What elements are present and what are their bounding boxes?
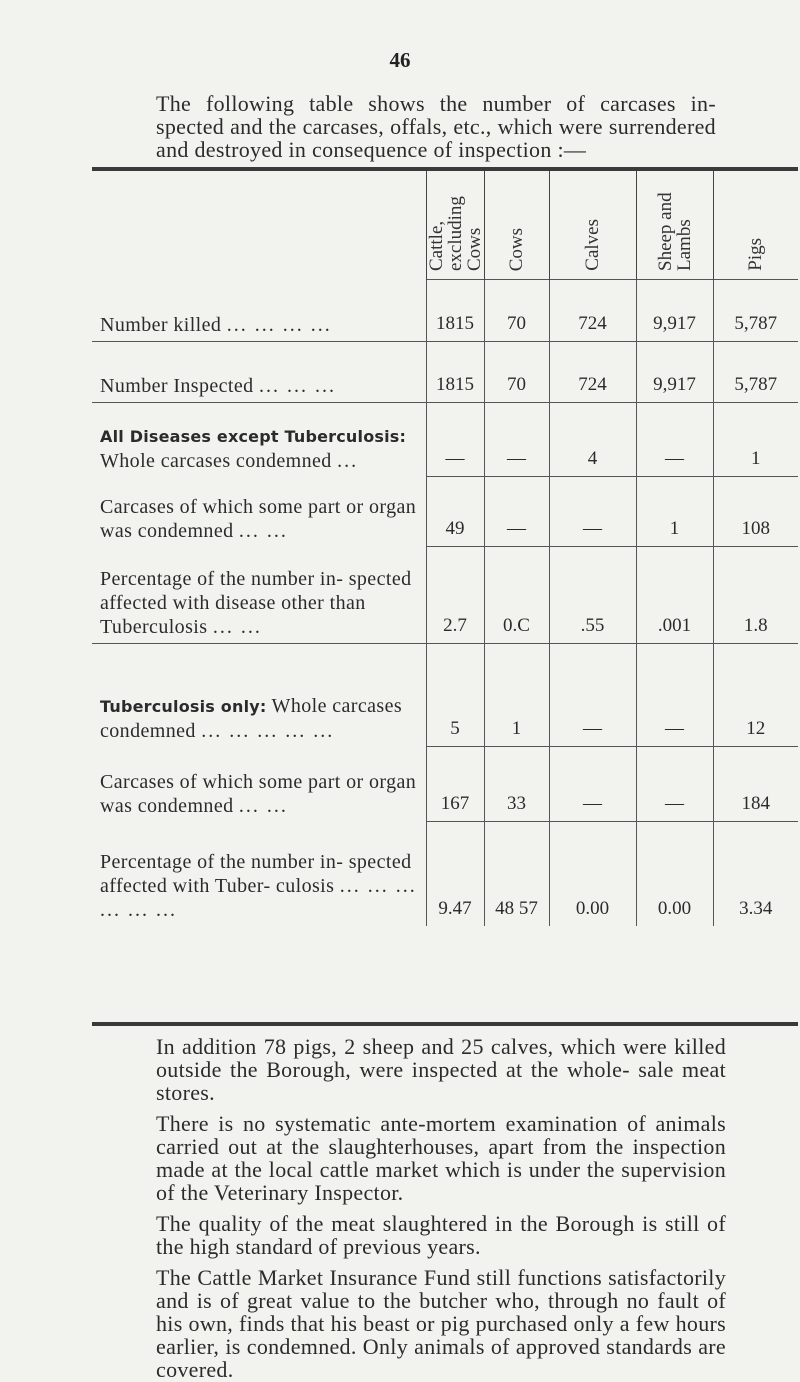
table-cell: .55 <box>549 547 636 644</box>
leader-dots: ... ... ... ... ... ... <box>100 874 417 921</box>
table-cell: 70 <box>484 342 549 403</box>
intro-paragraph: The following table shows the number of carcases in- spected and the carcases, offals, etc., which were surrendered and destroyed in consequence of inspection :— <box>156 91 716 162</box>
table-cell: 12 <box>713 644 798 747</box>
column-header <box>713 171 798 280</box>
table-cell: — <box>636 747 713 822</box>
column-header <box>426 171 484 280</box>
table-cell: — <box>549 644 636 747</box>
row-label-text: Carcases of which some part or organ was condemned <box>100 770 417 817</box>
row-label <box>92 403 426 477</box>
column-header-cattle: Cattle, excluding Cows <box>425 196 485 271</box>
table-cell: 9,917 <box>636 342 713 403</box>
section-heading: Tuberculosis only: <box>100 696 267 716</box>
paragraph-ante-mortem: There is no systematic ante-mortem examination of animals carried out at the slaughterhouses, apart from the inspection made at the local cattle market which is under the supervision of the Veterinary Inspector. <box>156 1111 726 1205</box>
table-cell: 5,787 <box>713 342 798 403</box>
table-bottom-rule <box>92 1022 798 1026</box>
table-cell: 48 57 <box>484 822 549 926</box>
table-cell: 0.00 <box>636 822 713 926</box>
leader-dots: ... ... ... ... ... <box>201 719 335 742</box>
table-cell: 108 <box>713 477 798 547</box>
row-label-text: Whole carcases condemned <box>100 449 332 472</box>
table-cell: 1 <box>713 403 798 477</box>
leader-dots: ... ... ... ... <box>226 314 332 336</box>
table-cell: 167 <box>426 747 484 822</box>
table-cell: 1815 <box>426 342 484 403</box>
inspection-table-container <box>92 171 798 926</box>
paragraph-insurance-fund: The Cattle Market Insurance Fund still functions satisfactorily and is of great value to the butcher who, through no fault of his own, finds that his beast or pig purchased only a few hours earlier, is condemned. Only animals of approved standards are covered. <box>156 1265 726 1382</box>
column-header <box>484 171 549 280</box>
table-cell: 4 <box>549 403 636 477</box>
body-text <box>156 1035 726 1381</box>
table-cell: 9.47 <box>426 822 484 926</box>
table-cell: 70 <box>484 280 549 342</box>
table-row <box>92 403 798 477</box>
table-cell: — <box>484 477 549 547</box>
leader-dots: ... ... <box>238 519 288 542</box>
leader-dots: ... <box>337 449 359 472</box>
table-cell: 0.00 <box>549 822 636 926</box>
row-label <box>92 547 426 644</box>
row-label <box>92 747 426 822</box>
table-cell: — <box>549 477 636 547</box>
column-header-cows: Cows <box>506 227 527 271</box>
row-label <box>92 477 426 547</box>
table-cell: 1.8 <box>713 547 798 644</box>
table-cell: 724 <box>549 342 636 403</box>
row-label <box>92 342 426 403</box>
leader-dots: ... ... ... <box>258 375 336 397</box>
table-cell: 184 <box>713 747 798 822</box>
row-label <box>92 644 426 747</box>
table-cell: — <box>426 403 484 477</box>
row-label-text: Whole carcases condemned <box>100 694 403 742</box>
row-label <box>92 822 426 926</box>
table-cell: 9,917 <box>636 280 713 342</box>
table-cell: 724 <box>549 280 636 342</box>
column-header-sheep: Sheep and Lambs <box>654 192 695 271</box>
header-blank-cell <box>92 171 426 280</box>
table-cell: 49 <box>426 477 484 547</box>
table-cell: 0.C <box>484 547 549 644</box>
table-cell: 2.7 <box>426 547 484 644</box>
table-row <box>92 342 798 403</box>
paragraph-meat-quality: The quality of the meat slaughtered in the Borough is still of the high standard of previous years. <box>156 1211 726 1259</box>
table-cell: 3.34 <box>713 822 798 926</box>
column-header <box>636 171 713 280</box>
row-label-text: Percentage of the number in- spected affected with disease other than Tuberculosis <box>100 568 412 638</box>
section-heading: All Diseases except Tuberculosis: <box>100 426 407 446</box>
row-label-text: Percentage of the number in- spected affected with Tuber- culosis <box>100 850 412 897</box>
table-cell: 5,787 <box>713 280 798 342</box>
leader-dots: ... ... <box>212 616 262 638</box>
table-row <box>92 547 798 644</box>
table-row <box>92 280 798 342</box>
table-header-row <box>92 171 798 280</box>
table-cell: .001 <box>636 547 713 644</box>
leader-dots: ... ... <box>238 794 288 817</box>
row-label-text: Number Inspected <box>100 375 254 397</box>
paragraph-outside-borough: In addition 78 pigs, 2 sheep and 25 calves, which were killed outside the Borough, were inspected at the whole- sale meat stores. <box>156 1034 726 1105</box>
row-label-text: Carcases of which some part or organ was condemned <box>100 495 417 542</box>
table-row <box>92 644 798 747</box>
column-header-pigs: Pigs <box>745 238 767 271</box>
column-header <box>549 171 636 280</box>
table-row <box>92 822 798 926</box>
inspection-table <box>92 171 798 926</box>
table-cell: — <box>484 403 549 477</box>
table-cell: 33 <box>484 747 549 822</box>
column-header-calves: Calves <box>582 219 603 271</box>
row-label-text: Number killed <box>100 314 222 336</box>
table-cell: — <box>636 403 713 477</box>
table-row <box>92 477 798 547</box>
table-cell: — <box>636 644 713 747</box>
table-cell: — <box>549 747 636 822</box>
table-cell: 1815 <box>426 280 484 342</box>
table-cell: 1 <box>484 644 549 747</box>
table-cell: 1 <box>636 477 713 547</box>
page-number: 46 <box>389 48 411 72</box>
table-row <box>92 747 798 822</box>
table-cell: 5 <box>426 644 484 747</box>
row-label <box>92 280 426 342</box>
